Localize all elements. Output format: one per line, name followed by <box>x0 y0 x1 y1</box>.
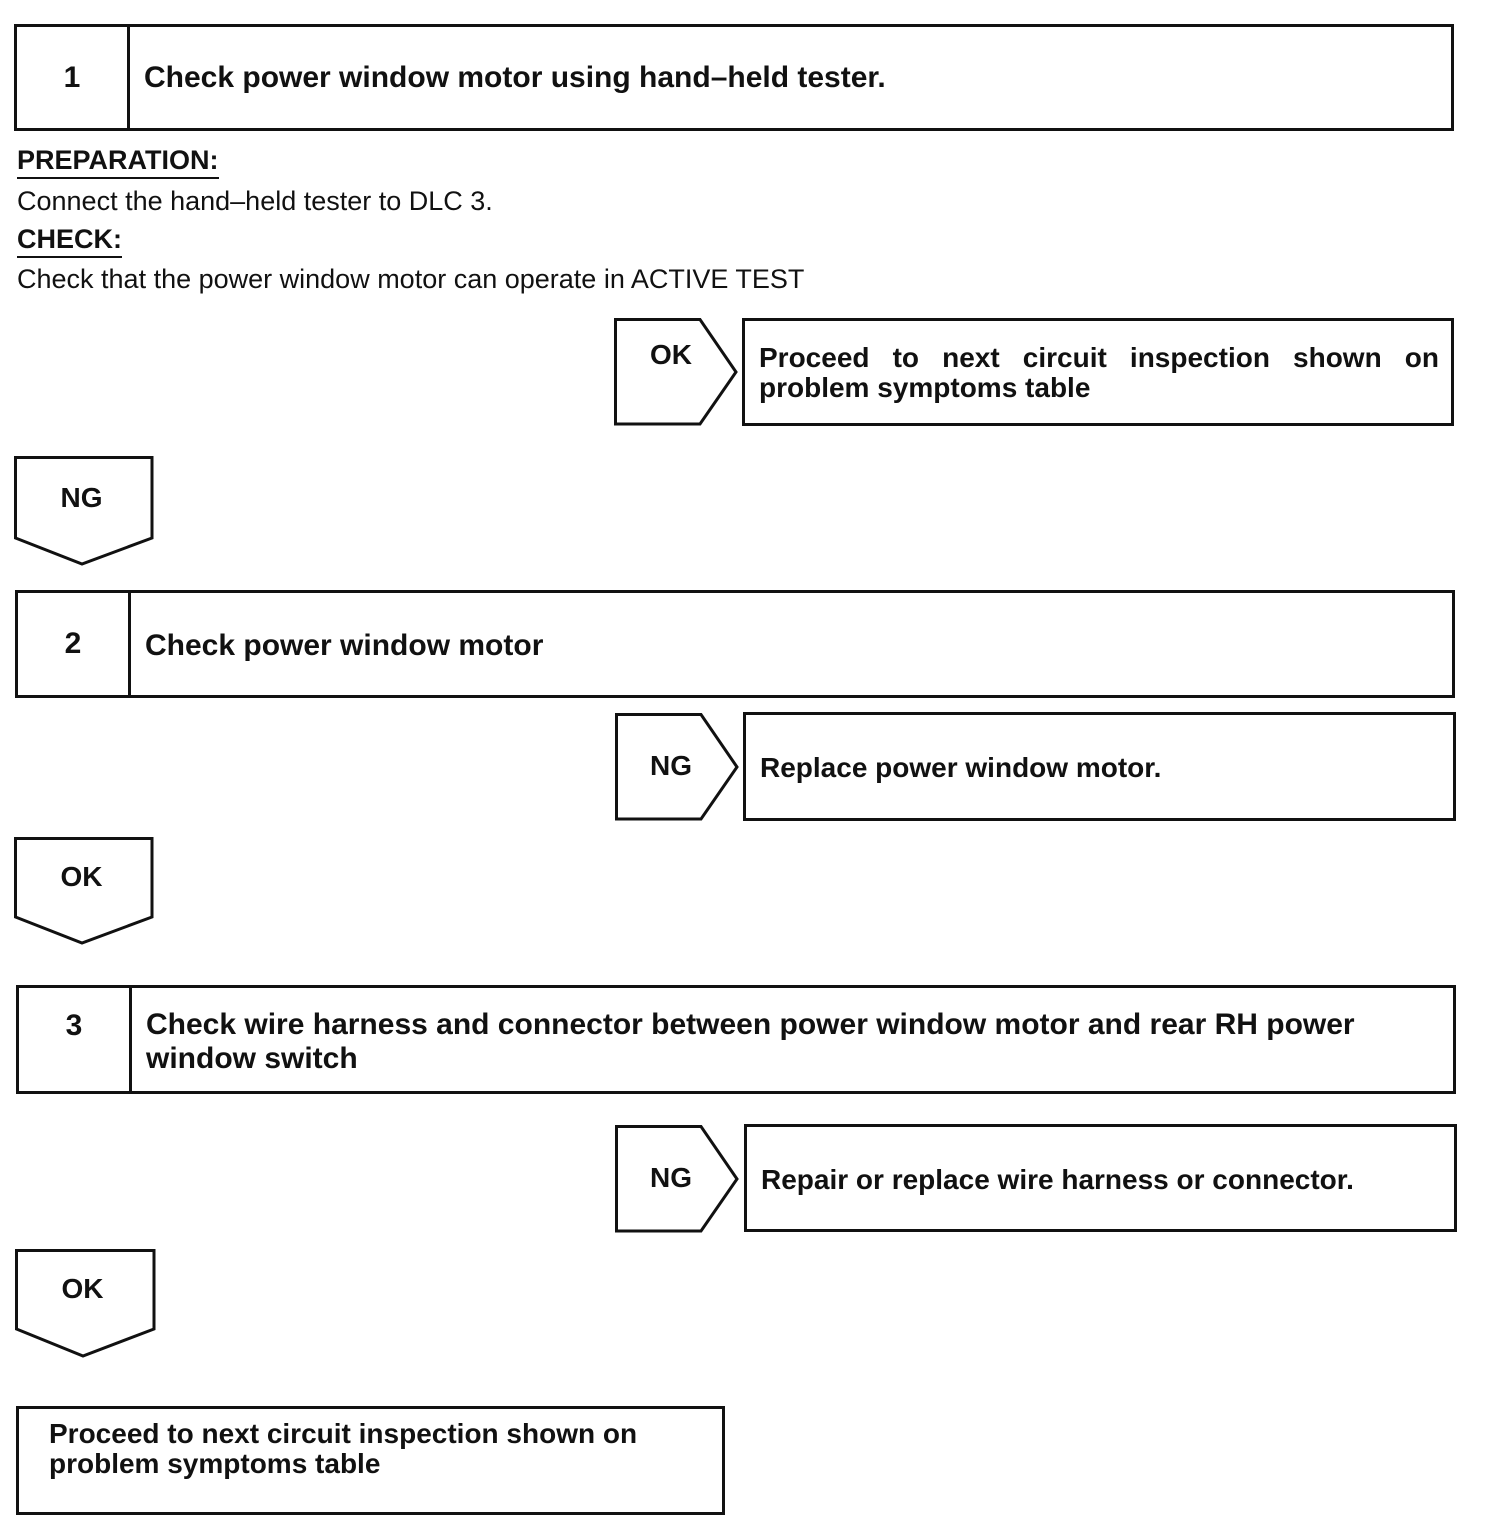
preparation-text: Connect the hand–held tester to DLC 3. <box>17 186 493 216</box>
step-2-number: 2 <box>18 593 131 695</box>
step-1-ok-arrow <box>614 318 739 426</box>
step-1-box <box>14 24 1454 131</box>
step-2-ng-result: Replace power window motor. <box>743 712 1456 821</box>
step-3-number: 3 <box>19 988 132 1091</box>
check-label: CHECK: <box>17 224 122 255</box>
step-1-ok-label: OK <box>650 339 692 370</box>
step-2-ok-label: OK <box>60 861 103 892</box>
step-3-ok-label: OK <box>61 1273 104 1304</box>
check-text: Check that the power window motor can operate in ACTIVE TEST <box>17 264 805 294</box>
step-3-title: Check wire harness and connector between power window motor and rear RH power window switch <box>146 1008 1355 1075</box>
final-result: Proceed to next circuit inspection shown on problem symptoms table <box>16 1406 725 1515</box>
preparation-label: PREPARATION: <box>17 145 219 176</box>
step-2-ng-label: NG <box>650 750 692 781</box>
step-3-box <box>16 985 1456 1094</box>
step-1-ng-label: NG <box>60 482 103 513</box>
step-3-ng-label: NG <box>650 1162 692 1193</box>
step-1-title: Check power window motor using hand–held tester. <box>144 61 886 94</box>
step-2-box <box>15 590 1455 698</box>
step-1-ok-result: Proceed to next circuit inspection shown on problem symptoms table <box>742 318 1454 426</box>
step-2-title: Check power window motor <box>145 629 544 662</box>
step-3-ng-result: Repair or replace wire harness or connector. <box>744 1124 1457 1232</box>
step-1-number: 1 <box>17 27 130 128</box>
